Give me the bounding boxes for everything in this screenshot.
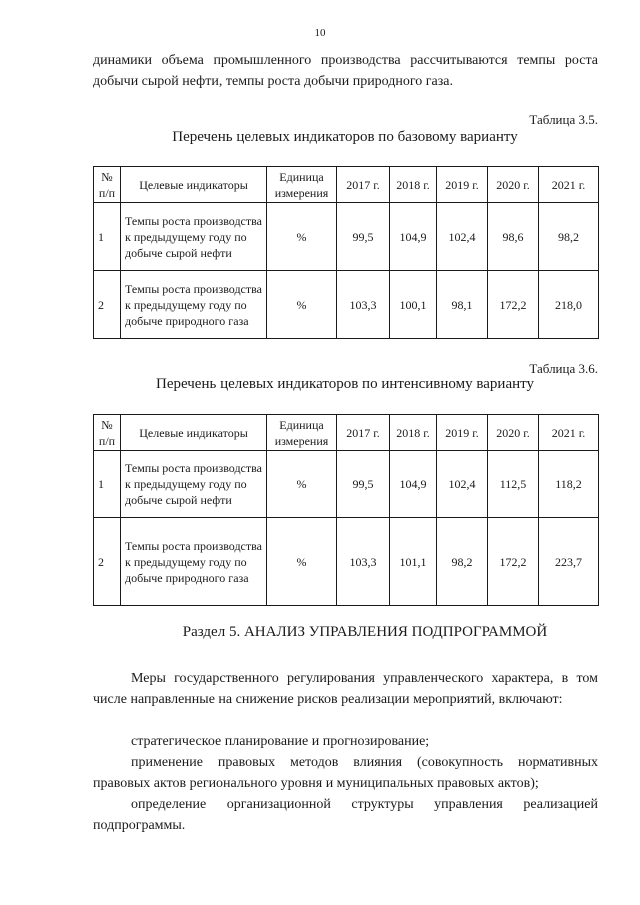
body-paragraph: применение правовых методов влияния (совокупность нормативных правовых актов регионального уровня и муниципальных правовых актов); <box>93 755 598 791</box>
table-cell: 98,2 <box>437 518 488 606</box>
table-cell: % <box>267 451 337 518</box>
table1-header: 2020 г. <box>488 167 539 203</box>
table-cell: 1 <box>94 451 121 518</box>
table-cell: 2 <box>94 518 121 606</box>
page-number: 10 <box>314 27 326 39</box>
table-cell: Темпы роста производства к предыдущему году по добыче сырой нефти <box>121 451 267 518</box>
table-cell: 2 <box>94 271 121 339</box>
table-cell: Темпы роста производства к предыдущему году по добыче сырой нефти <box>121 203 267 271</box>
table-row <box>94 518 599 606</box>
body-paragraph: стратегическое планирование и прогнозирование; <box>131 734 430 749</box>
table2-title: Перечень целевых индикаторов по интенсивному варианту <box>155 376 534 392</box>
table-cell: 172,2 <box>488 271 539 339</box>
table-cell: 1 <box>94 203 121 271</box>
table-cell: Темпы роста производства к предыдущему году по добыче природного газа <box>121 518 267 606</box>
table1 <box>93 166 599 339</box>
table-cell: 98,1 <box>437 271 488 339</box>
table-cell: 103,3 <box>337 518 390 606</box>
table1-header: 2019 г. <box>437 167 488 203</box>
table2-header: 2018 г. <box>390 415 437 451</box>
body-paragraph: Меры государственного регулирования управленческого характера, в том числе направленные на снижение рисков реализации мероприятий, включают: <box>93 671 598 707</box>
section-title: Раздел 5. АНАЛИЗ УПРАВЛЕНИЯ ПОДПРОГРАММОЙ <box>182 624 548 640</box>
table1-title: Перечень целевых индикаторов по базовому варианту <box>172 129 518 145</box>
table-cell: Темпы роста производства к предыдущему году по добыче природного газа <box>121 271 267 339</box>
table-cell: % <box>267 518 337 606</box>
table-cell: 104,9 <box>390 203 437 271</box>
table2-header: 2017 г. <box>337 415 390 451</box>
table-row <box>94 271 599 339</box>
table2-header: Единица измерения <box>267 415 337 451</box>
intro-paragraph: динамики объема промышленного производства рассчитываются темпы роста добычи сырой нефти, темпы роста добычи природного газа. <box>93 53 598 89</box>
table2-header: 2021 г. <box>539 415 599 451</box>
table-cell: 99,5 <box>337 203 390 271</box>
table1-header: 2017 г. <box>337 167 390 203</box>
table2-header: № п/п <box>94 415 121 451</box>
table-cell: 218,0 <box>539 271 599 339</box>
table2-ref: Таблица 3.6. <box>529 361 598 376</box>
table1-header-row <box>94 167 599 203</box>
table-cell: % <box>267 271 337 339</box>
table2 <box>93 414 599 606</box>
table-cell: 102,4 <box>437 203 488 271</box>
table-row <box>94 203 599 271</box>
table-cell: 103,3 <box>337 271 390 339</box>
table2-header-row <box>94 415 599 451</box>
table-cell: 112,5 <box>488 451 539 518</box>
table-cell: 118,2 <box>539 451 599 518</box>
table1-header: 2021 г. <box>539 167 599 203</box>
table-cell: 99,5 <box>337 451 390 518</box>
table-cell: 223,7 <box>539 518 599 606</box>
table2-header: 2019 г. <box>437 415 488 451</box>
table1-ref: Таблица 3.5. <box>529 112 598 127</box>
table1-header: Единица измерения <box>267 167 337 203</box>
table-row <box>94 451 599 518</box>
table-cell: 102,4 <box>437 451 488 518</box>
table-cell: 101,1 <box>390 518 437 606</box>
table1-header: Целевые индикаторы <box>121 167 267 203</box>
table2-header: 2020 г. <box>488 415 539 451</box>
table-cell: % <box>267 203 337 271</box>
table-cell: 104,9 <box>390 451 437 518</box>
table-cell: 98,6 <box>488 203 539 271</box>
table2-header: Целевые индикаторы <box>121 415 267 451</box>
table-cell: 100,1 <box>390 271 437 339</box>
table-cell: 172,2 <box>488 518 539 606</box>
body-paragraph: определение организационной структуры управления реализацией подпрограммы. <box>93 797 598 833</box>
table1-header: № п/п <box>94 167 121 203</box>
table1-header: 2018 г. <box>390 167 437 203</box>
table-cell: 98,2 <box>539 203 599 271</box>
